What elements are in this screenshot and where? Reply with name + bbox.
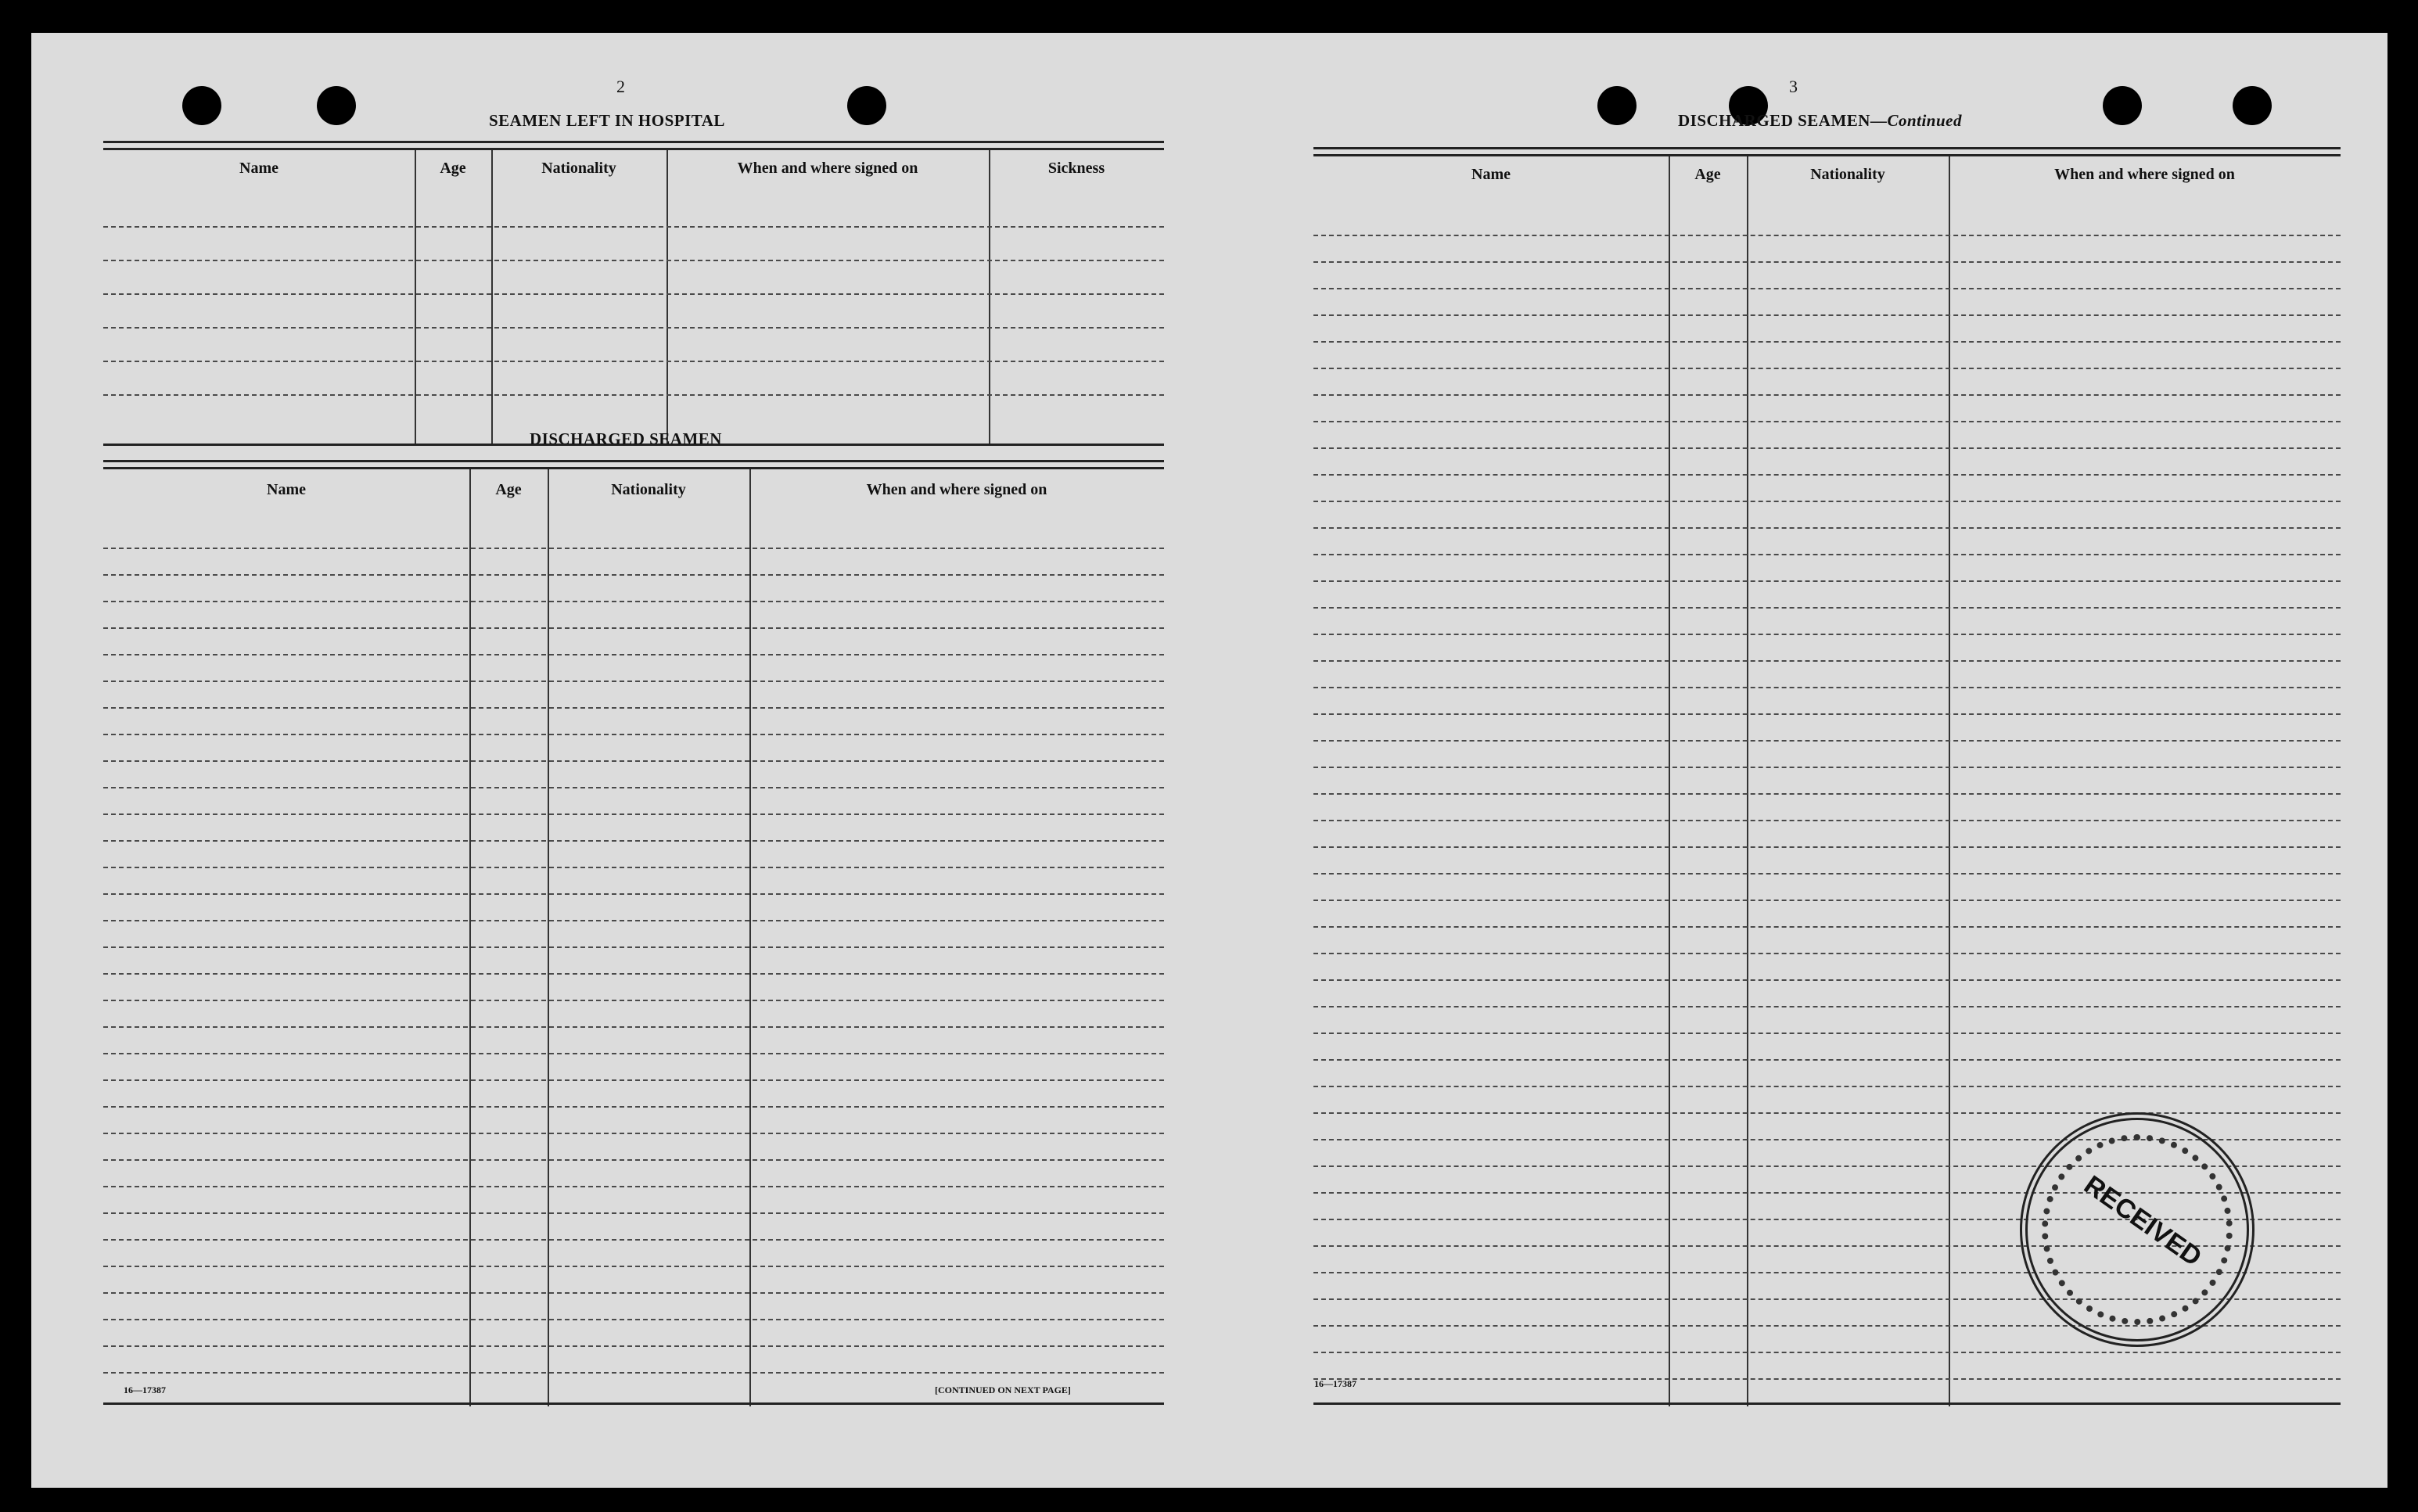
column-header: Sickness [1047,160,1105,177]
ruled-line [1313,235,2341,236]
ruled-line [103,574,1164,576]
ruled-line [1313,607,2341,609]
ruled-line [103,1186,1164,1187]
ruled-line [103,601,1164,602]
ruled-line [1313,341,2341,343]
ruled-line [1313,634,2341,635]
ruled-line [1313,793,2341,795]
ruled-line [1313,447,2341,449]
ruled-line [103,1053,1164,1054]
form-number: 16—17387 [1314,1378,1356,1389]
title-main: DISCHARGED SEAMEN [1678,111,1870,130]
ruled-line [1313,1086,2341,1087]
continued-note: [CONTINUED ON NEXT PAGE] [935,1385,1071,1395]
discharged-table [103,460,1164,1406]
ruled-line [103,707,1164,709]
ruled-line [103,920,1164,921]
ruled-line [1313,979,2341,981]
column-header: Age [495,481,522,498]
received-stamp [2020,1112,2255,1347]
ruled-line [1313,1112,2341,1114]
title-continued: —Continued [1870,111,1962,130]
ruled-line [1313,554,2341,555]
ruled-line [103,654,1164,655]
ruled-line [103,1159,1164,1161]
discharged-continued-title [1678,111,1962,131]
ruled-line [1313,687,2341,688]
ruled-line [1313,314,2341,316]
ruled-line [1313,368,2341,369]
ruled-line [103,893,1164,895]
ruled-line [103,734,1164,735]
column-header: Nationality [1810,166,1885,183]
ruled-line [103,1319,1164,1320]
ruled-line [1313,474,2341,476]
ruled-line [103,973,1164,975]
punch-hole [1597,86,1637,125]
hospital-table [103,141,1164,446]
ruled-line [1313,740,2341,742]
column-header: Name [239,160,278,177]
ruled-line [103,1106,1164,1108]
column-header: Nationality [541,160,616,177]
page-number: 3 [1789,77,1798,96]
discharged-section-title: DISCHARGED SEAMEN [530,429,722,448]
punch-hole [847,86,886,125]
column-header: When and where signed on [737,160,918,177]
ruled-line [1313,846,2341,848]
ruled-line [103,681,1164,682]
ruled-line [1313,394,2341,396]
stamp-label: RECEIVED [2078,1169,2208,1273]
column-header: When and where signed on [2054,166,2235,183]
ruled-line [1313,527,2341,529]
ruled-line [1313,261,2341,263]
ruled-line [103,1372,1164,1374]
scanned-document [31,33,2387,1488]
ruled-line [103,867,1164,868]
ruled-line [103,840,1164,842]
ruled-line [103,946,1164,948]
punch-hole [2103,86,2142,125]
ruled-line [103,1345,1164,1347]
punch-hole [2233,86,2272,125]
ruled-line [103,787,1164,788]
ruled-line [103,627,1164,629]
column-header: Name [267,481,306,498]
ruled-line [1313,767,2341,768]
ruled-line [1313,900,2341,901]
ruled-line [103,1079,1164,1081]
ruled-line [1313,1352,2341,1353]
ruled-line [103,760,1164,762]
page-number: 2 [616,77,625,96]
ruled-line [103,548,1164,549]
ruled-line [1313,501,2341,502]
ruled-line [103,1292,1164,1294]
punch-hole [182,86,221,125]
ruled-line [103,1266,1164,1267]
column-header: Age [440,160,466,177]
ruled-line [1313,926,2341,928]
column-header: Name [1471,166,1511,183]
left-page [31,33,1214,1488]
ruled-line [1313,820,2341,821]
ruled-line [1313,1378,2341,1380]
ruled-line [103,1000,1164,1001]
column-header: Age [1694,166,1721,183]
ruled-line [1313,713,2341,715]
ruled-line [103,1239,1164,1241]
ruled-line [1313,1006,2341,1007]
ruled-line [103,813,1164,815]
ruled-line [103,1212,1164,1214]
ruled-line [103,1133,1164,1134]
form-number: 16—17387 [124,1385,166,1395]
ruled-line [1313,421,2341,422]
ruled-line [1313,953,2341,954]
ruled-line [1313,873,2341,875]
punch-hole [317,86,356,125]
ruled-line [1313,288,2341,289]
ruled-line [1313,660,2341,662]
ruled-line [1313,580,2341,582]
ruled-line [103,1026,1164,1028]
column-header: Nationality [611,481,686,498]
column-header: When and where signed on [866,481,1047,498]
hospital-section-title: SEAMEN LEFT IN HOSPITAL [489,111,725,130]
ruled-line [1313,1033,2341,1034]
ruled-line [1313,1059,2341,1061]
right-page [1214,33,2387,1488]
